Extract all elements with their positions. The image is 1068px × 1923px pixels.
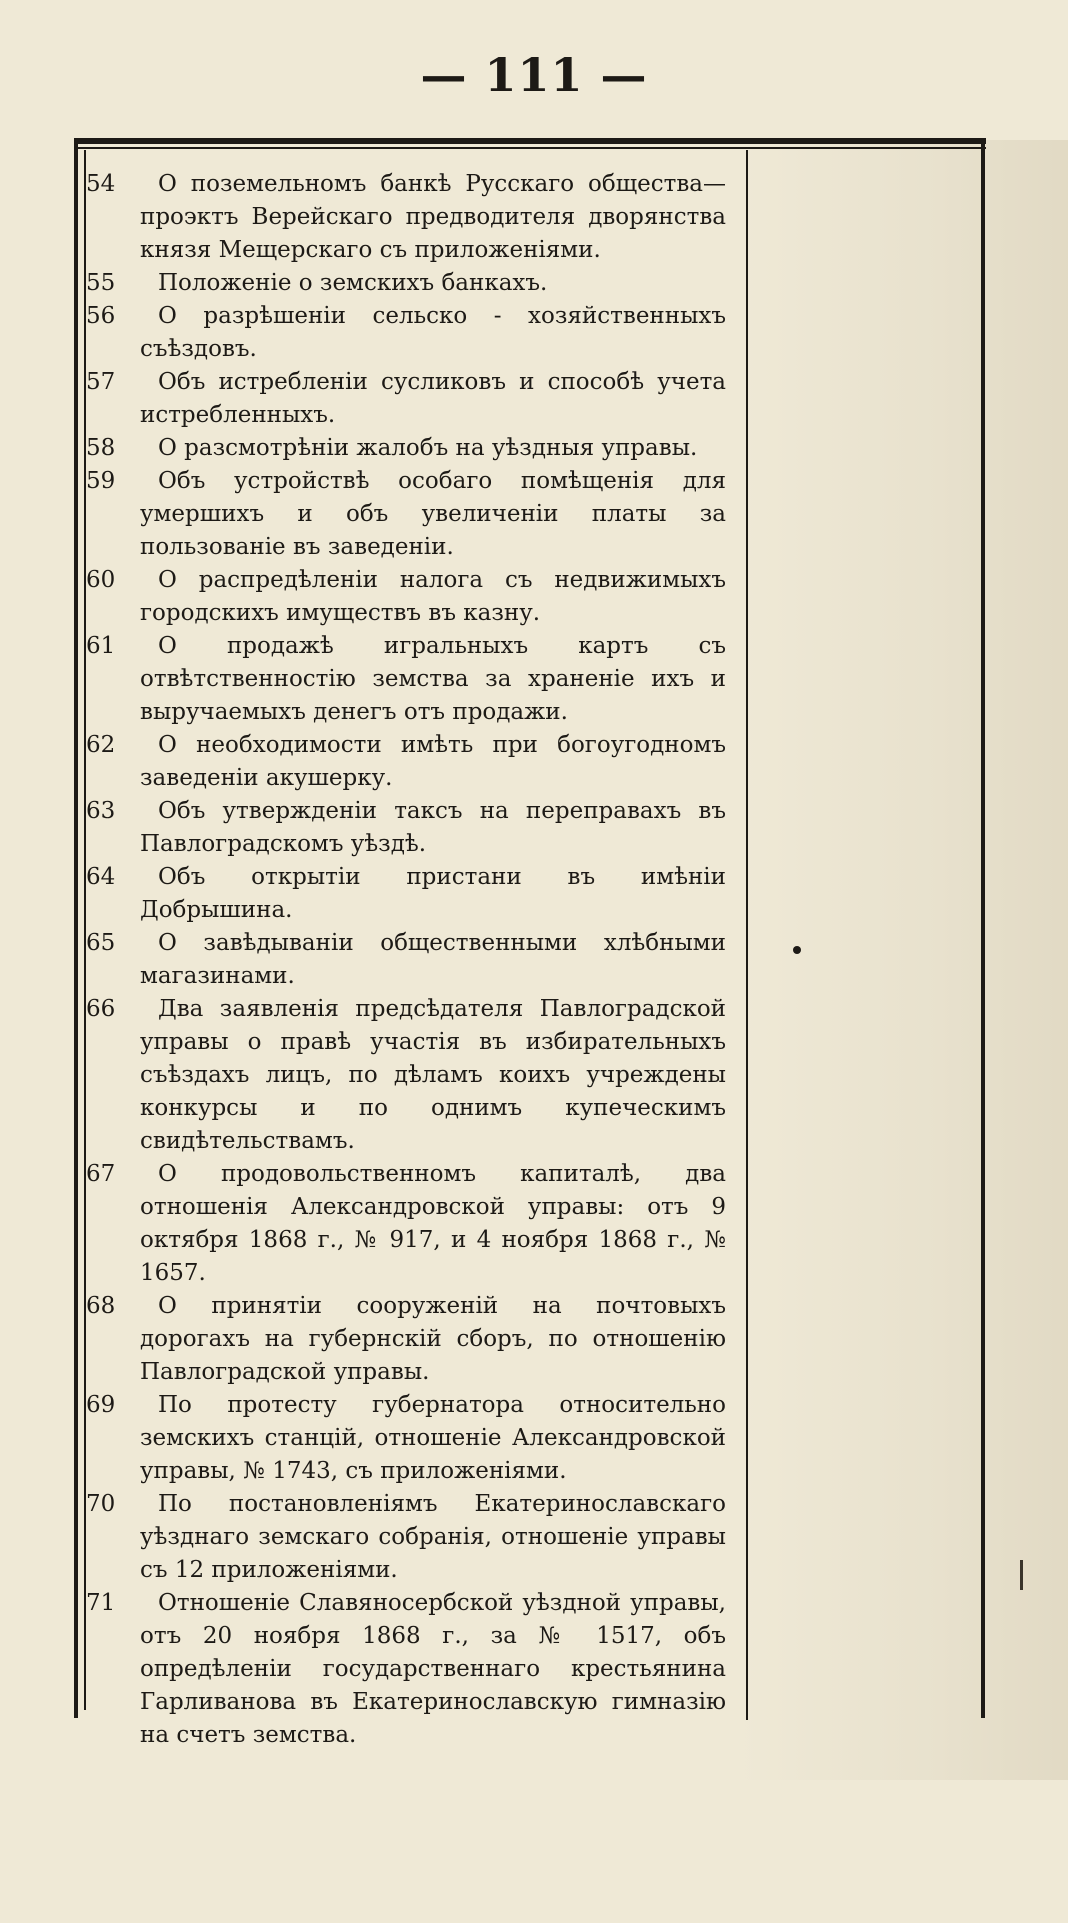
entry-57	[86, 366, 726, 432]
entry-66	[86, 993, 726, 1158]
entry-number: 58	[86, 435, 116, 461]
entry-64	[86, 861, 726, 927]
entry-63	[86, 795, 726, 861]
entry-61	[86, 630, 726, 729]
entry-text: О принятіи сооруженій на почтовыхъ дорогахъ на губернскій сборъ, по отношенію Павлоградской управы.	[140, 1293, 726, 1385]
entry-69	[86, 1389, 726, 1488]
top-rule-thin	[74, 147, 986, 149]
entry-list	[86, 168, 726, 1752]
entry-text: Положеніе о земскихъ банкахъ.	[158, 270, 548, 296]
entry-68	[86, 1290, 726, 1389]
entry-text: Объ утвержденіи таксъ на переправахъ въ Павлоградскомъ уѣздѣ.	[140, 798, 726, 857]
entry-number: 68	[86, 1293, 116, 1319]
right-border	[981, 138, 985, 1718]
entry-65	[86, 927, 726, 993]
entry-number: 56	[86, 303, 116, 329]
entry-number: 59	[86, 468, 116, 494]
entry-55	[86, 267, 726, 300]
entry-text: Объ открытіи пристани въ имѣніи Добрышина.	[140, 864, 726, 923]
entry-text: Объ устройствѣ особаго помѣщенія для умершихъ и объ увеличеніи платы за пользованіе въ заведеніи.	[140, 468, 726, 560]
entry-number: 54	[86, 171, 116, 197]
entry-number: 69	[86, 1392, 116, 1418]
top-rule	[74, 138, 986, 144]
entry-54	[86, 168, 726, 267]
entry-text: О разрѣшеніи сельско - хозяйственныхъ съѣздовъ.	[140, 303, 726, 362]
entry-62	[86, 729, 726, 795]
entry-67	[86, 1158, 726, 1290]
entry-number: 62	[86, 732, 116, 758]
entry-number: 55	[86, 270, 116, 296]
entry-number: 66	[86, 996, 116, 1022]
entry-number: 65	[86, 930, 116, 956]
entry-59	[86, 465, 726, 564]
entry-number: 57	[86, 369, 116, 395]
entry-number: 67	[86, 1161, 116, 1187]
ink-dot	[793, 946, 801, 954]
entry-number: 71	[86, 1590, 116, 1616]
entry-number: 70	[86, 1491, 116, 1517]
column-divider	[746, 150, 748, 1720]
entry-text: Два заявленія предсѣдателя Павлоградской управы о правѣ участія въ избирательныхъ съѣздахъ лицъ, по дѣламъ коихъ учреждены конкурсы и по однимъ купеческимъ свидѣтельствамъ.	[140, 996, 726, 1154]
bleed-through-area	[738, 140, 1068, 1780]
entry-number: 61	[86, 633, 116, 659]
page-number: — 111 —	[420, 48, 648, 102]
entry-number: 64	[86, 864, 116, 890]
entry-text: О распредѣленіи налога съ недвижимыхъ городскихъ имуществъ въ казну.	[140, 567, 726, 626]
entry-text: Объ истребленіи сусликовъ и способѣ учета истребленныхъ.	[140, 369, 726, 428]
entry-text: По постановленіямъ Екатеринославскаго уѣзднаго земскаго собранія, отношеніе управы съ 12 приложеніями.	[140, 1491, 726, 1583]
entry-58	[86, 432, 726, 465]
entry-text: О продовольственномъ капиталѣ, два отношенія Александровской управы: отъ 9 октября 1868 г., № 917, и 4 ноября 1868 г., № 1657.	[140, 1161, 726, 1286]
entry-text: По протесту губернатора относительно земскихъ станцій, отношеніе Александровской управы, № 1743, съ приложеніями.	[140, 1392, 726, 1484]
entry-text: О завѣдываніи общественными хлѣбными магазинами.	[140, 930, 726, 989]
left-border	[74, 138, 78, 1718]
entry-71	[86, 1587, 726, 1752]
entry-56	[86, 300, 726, 366]
entry-70	[86, 1488, 726, 1587]
entry-text: Отношеніе Славяносербской уѣздной управы, отъ 20 ноября 1868 г., за № 1517, объ опредѣленіи государственнаго крестьянина Гарливанова въ Екатеринославскую гимназію на счетъ земства.	[140, 1590, 726, 1748]
entry-text: О поземельномъ банкѣ Русскаго общества— проэктъ Верейскаго предводителя дворянства князя Мещерскаго съ приложеніями.	[140, 171, 726, 263]
entry-text: О продажѣ игральныхъ картъ съ отвѣтственностію земства за храненіе ихъ и выручаемыхъ денегъ отъ продажи.	[140, 633, 726, 725]
margin-mark	[1020, 1560, 1023, 1590]
entry-number: 60	[86, 567, 116, 593]
entry-60	[86, 564, 726, 630]
entry-number: 63	[86, 798, 116, 824]
entry-text: О необходимости имѣть при богоугодномъ заведеніи акушерку.	[140, 732, 726, 791]
entry-text: О разсмотрѣніи жалобъ на уѣздныя управы.	[158, 435, 698, 461]
